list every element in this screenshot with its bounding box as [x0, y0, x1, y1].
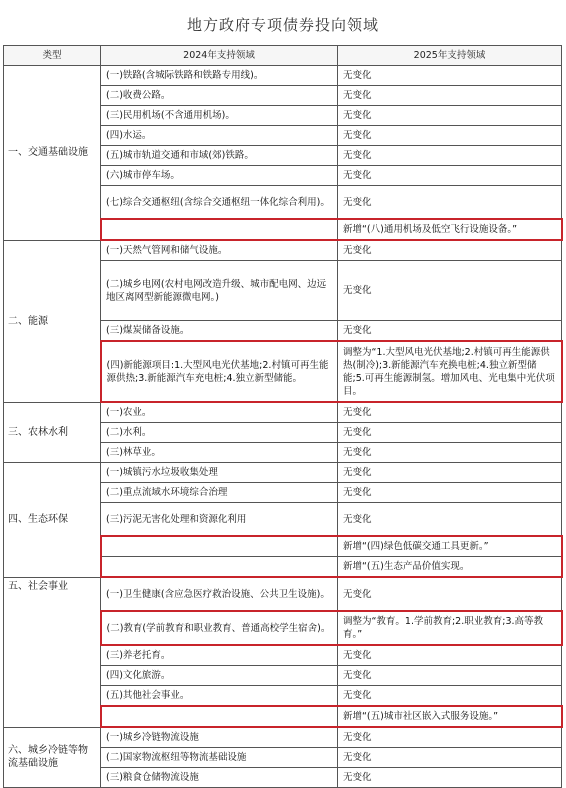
- cell-2024: (一)天然气管网和储气设施。: [101, 240, 338, 261]
- cell-2025-new: 新增“(四)绿色低碳交通工具更新。”: [338, 536, 562, 557]
- header-2024: 2024年支持领域: [101, 46, 338, 66]
- cell-2025: 无变化: [338, 483, 562, 503]
- table-row: [4, 727, 562, 748]
- cell-2024: [101, 536, 338, 557]
- cell-2025: 无变化: [338, 166, 562, 186]
- table-row: [4, 577, 562, 611]
- cell-2024: [101, 557, 338, 578]
- cell-2025: 无变化: [338, 423, 562, 443]
- cell-2024: (三)林草业。: [101, 443, 338, 463]
- header-2025: 2025年支持领域: [338, 46, 562, 66]
- cell-2024: (六)城市停车场。: [101, 166, 338, 186]
- cell-2024: (一)农业。: [101, 402, 338, 423]
- category-water: 三、农林水利: [4, 402, 101, 463]
- cell-2025: 无变化: [338, 186, 562, 220]
- cell-2024: (三)粮食仓储物流设施: [101, 768, 338, 788]
- category-eco: 四、生态环保: [4, 463, 101, 578]
- cell-2025: 无变化: [338, 443, 562, 463]
- cell-2025: 无变化: [338, 240, 562, 261]
- cell-2024: [101, 219, 338, 240]
- cell-2024: (三)煤炭储备设施。: [101, 321, 338, 342]
- cell-2024: (五)其他社会事业。: [101, 686, 338, 707]
- table-row: [4, 66, 562, 86]
- cell-2025: 无变化: [338, 402, 562, 423]
- cell-2025: 无变化: [338, 146, 562, 166]
- cell-2025: 无变化: [338, 686, 562, 707]
- header-type: 类型: [4, 46, 101, 66]
- cell-2025-new: 新增“(五)城市社区嵌入式服务设施。”: [338, 706, 562, 727]
- cell-2025: 无变化: [338, 727, 562, 748]
- cell-2024: (一)城乡冷链物流设施: [101, 727, 338, 748]
- cell-2025: 无变化: [338, 106, 562, 126]
- category-transport: 一、交通基础设施: [4, 66, 101, 241]
- page-title: 地方政府专项债券投向领域: [186, 16, 379, 34]
- cell-2024: (二)水利。: [101, 423, 338, 443]
- cell-2024: (五)城市轨道交通和市域(郊)铁路。: [101, 146, 338, 166]
- table-row: [4, 463, 562, 483]
- cell-2024: (二)国家物流枢纽等物流基础设施: [101, 748, 338, 768]
- table-header-row: [4, 46, 562, 66]
- cell-2025: 无变化: [338, 66, 562, 86]
- cell-2024: (七)综合交通枢纽(含综合交通枢纽一体化综合利用)。: [101, 186, 338, 220]
- table-row: [4, 240, 562, 261]
- cell-2024: (一)城镇污水垃圾收集处理: [101, 463, 338, 483]
- table-row: [4, 402, 562, 423]
- cell-2024: (二)收费公路。: [101, 86, 338, 106]
- cell-2025: 无变化: [338, 666, 562, 686]
- category-energy: 二、能源: [4, 240, 101, 402]
- category-social: 五、社会事业: [4, 577, 101, 727]
- cell-2025: 无变化: [338, 321, 562, 342]
- cell-2025: 无变化: [338, 503, 562, 537]
- cell-2025: 无变化: [338, 748, 562, 768]
- cell-2025: 无变化: [338, 463, 562, 483]
- cell-2024: (三)污泥无害化处理和资源化利用: [101, 503, 338, 537]
- cell-2024: [101, 706, 338, 727]
- cell-2025: 无变化: [338, 126, 562, 146]
- cell-2024: (四)水运。: [101, 126, 338, 146]
- cell-2024: (一)卫生健康(含应急医疗救治设施、公共卫生设施)。: [101, 577, 338, 611]
- cell-2024: (一)铁路(含城际铁路和铁路专用线)。: [101, 66, 338, 86]
- cell-2024: (二)重点流域水环境综合治理: [101, 483, 338, 503]
- cell-2024: (二)教育(学前教育和职业教育、普通高校学生宿舍)。: [101, 611, 338, 645]
- cell-2025-new: 新增“(八)通用机场及低空飞行设施设备。”: [338, 219, 562, 240]
- cell-2024: (四)文化旅游。: [101, 666, 338, 686]
- cell-2024: (三)民用机场(不含通用机场)。: [101, 106, 338, 126]
- category-coldchain: 六、城乡冷链等物流基础设施: [4, 727, 101, 788]
- cell-2025-new: 新增“(五)生态产品价值实现。: [338, 557, 562, 578]
- cell-2025: 无变化: [338, 645, 562, 666]
- cell-2024: (四)新能源项目:1.大型风电光伏基地;2.村镇可再生能源供热;3.新能源汽车充电桩;4.独立新型储能。: [101, 341, 338, 402]
- cell-2025: 无变化: [338, 768, 562, 788]
- cell-2024: (二)城乡电网(农村电网改造升级、城市配电网、边远地区离网型新能源微电网。): [101, 261, 338, 321]
- cell-2025-adjusted: 调整为“教育。1.学前教育;2.职业教育;3.高等教育。”: [338, 611, 562, 645]
- cell-2024: (三)养老托育。: [101, 645, 338, 666]
- cell-2025: 无变化: [338, 261, 562, 321]
- cell-2025-adjusted: 调整为“1.大型风电光伏基地;2.村镇可再生能源供热(制冷);3.新能源汽车充换电桩;4.独立新型储能;5.可再生能源制氢。增加风电、光电集中光伏项目。: [338, 341, 562, 402]
- bond-areas-table: [3, 45, 563, 788]
- cell-2025: 无变化: [338, 577, 562, 611]
- cell-2025: 无变化: [338, 86, 562, 106]
